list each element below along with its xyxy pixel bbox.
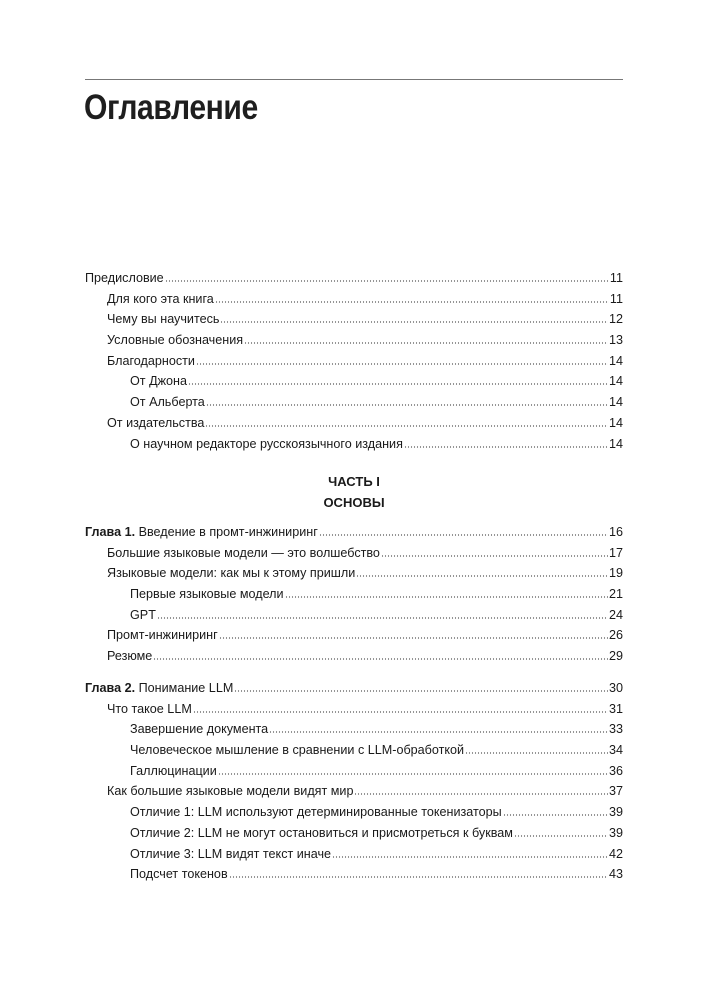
toc-entry[interactable] xyxy=(85,781,623,802)
page-number: 42 xyxy=(608,846,623,861)
entry-title: Отличие 3: LLM видят текст иначе xyxy=(130,846,332,861)
entry-title: Благодарности xyxy=(107,353,195,368)
page-number: 16 xyxy=(608,525,623,539)
toc-entry[interactable] xyxy=(85,864,623,885)
page-number: 29 xyxy=(608,649,623,664)
entry-title: Человеческое мышление в сравнении с LLM-обработкой xyxy=(130,743,465,758)
page-number: 11 xyxy=(609,291,623,306)
entry-title: Подсчет токенов xyxy=(130,867,228,882)
toc-entry[interactable] xyxy=(85,699,623,720)
toc-entry[interactable] xyxy=(85,625,623,646)
page-number: 17 xyxy=(608,545,623,560)
page-number: 36 xyxy=(608,763,623,778)
entry-title: Языковые модели: как мы к этому пришли xyxy=(107,566,356,581)
toc-entry[interactable] xyxy=(85,844,623,865)
page-number: 11 xyxy=(609,271,623,285)
entry-title: Условные обозначения xyxy=(107,333,244,348)
toc-entry[interactable] xyxy=(85,719,623,740)
toc-entry[interactable] xyxy=(85,823,623,844)
page-number: 34 xyxy=(608,743,623,758)
page-number: 14 xyxy=(608,374,623,389)
page-number: 14 xyxy=(608,436,623,451)
dot-leader xyxy=(206,404,608,406)
entry-title: Как большие языковые модели видят мир xyxy=(107,784,354,799)
toc-entry[interactable] xyxy=(85,309,623,330)
chapter-label: Глава 1. xyxy=(85,525,136,539)
entry-title: Первые языковые модели xyxy=(130,587,284,602)
toc-entry[interactable] xyxy=(85,434,623,455)
entry-title: От Альберта xyxy=(130,395,205,410)
entry-title: Чему вы научитесь xyxy=(107,312,220,327)
entry-title: Что такое LLM xyxy=(107,701,192,716)
dot-leader xyxy=(218,773,608,775)
page-number: 33 xyxy=(608,722,623,737)
toc-entry[interactable] xyxy=(85,543,623,564)
page-number: 13 xyxy=(608,333,623,348)
dot-leader xyxy=(157,617,608,619)
page-number: 14 xyxy=(608,353,623,368)
dot-leader xyxy=(332,856,608,858)
page-number: 43 xyxy=(608,867,623,882)
toc-entry-chapter[interactable] xyxy=(85,678,623,699)
dot-leader xyxy=(244,342,608,344)
dot-leader xyxy=(354,793,608,795)
toc-entry-chapter[interactable] xyxy=(85,522,623,543)
toc-entry[interactable] xyxy=(85,330,623,351)
dot-leader xyxy=(188,383,608,385)
page-title: Оглавление xyxy=(84,88,258,127)
dot-leader xyxy=(465,752,608,754)
toc-entry[interactable] xyxy=(85,413,623,434)
page-number: 12 xyxy=(608,312,623,327)
page-number: 24 xyxy=(608,607,623,622)
toc-entry[interactable] xyxy=(85,371,623,392)
chapter-title: Понимание LLM xyxy=(138,681,234,695)
page-number: 21 xyxy=(608,587,623,602)
dot-leader xyxy=(404,446,608,448)
header-rule xyxy=(85,79,623,80)
entry-title: От издательства xyxy=(107,415,205,430)
dot-leader xyxy=(220,321,608,323)
page-number: 39 xyxy=(608,805,623,820)
toc-entry[interactable] xyxy=(85,584,623,605)
dot-leader xyxy=(285,596,608,598)
entry-title: От Джона xyxy=(130,374,187,389)
page-number: 39 xyxy=(608,825,623,840)
entry-title: Промт-инжиниринг xyxy=(107,628,218,643)
entry-title: О научном редакторе русскоязычного издания xyxy=(130,436,403,451)
page-number: 31 xyxy=(608,701,623,716)
dot-leader xyxy=(269,731,608,733)
page-number: 30 xyxy=(608,681,623,695)
toc-entry[interactable] xyxy=(85,740,623,761)
toc-chapter-1 xyxy=(85,522,623,667)
entry-title: GPT xyxy=(130,607,156,622)
toc-entry[interactable] xyxy=(85,268,623,289)
page-number: 14 xyxy=(608,415,623,430)
page-number: 37 xyxy=(608,784,623,799)
page-number: 14 xyxy=(608,395,623,410)
part-name: ОСНОВЫ xyxy=(323,494,385,510)
toc-chapter-2 xyxy=(85,678,623,885)
entry-title: Предисловие xyxy=(85,271,164,285)
page-number: 26 xyxy=(608,628,623,643)
dot-leader xyxy=(234,690,608,692)
entry-title: Для кого эта книга xyxy=(107,291,214,306)
dot-leader xyxy=(196,363,608,365)
dot-leader xyxy=(503,814,608,816)
dot-leader xyxy=(205,425,608,427)
dot-leader xyxy=(219,637,608,639)
chapter-title: Введение в промт-инжиниринг xyxy=(138,525,318,539)
toc-entry[interactable] xyxy=(85,392,623,413)
toc-entry[interactable] xyxy=(85,761,623,782)
toc-entry[interactable] xyxy=(85,646,623,667)
toc-entry[interactable] xyxy=(85,351,623,372)
entry-title: Резюме xyxy=(107,649,153,664)
dot-leader xyxy=(319,534,608,536)
dot-leader xyxy=(356,575,608,577)
toc-front-matter xyxy=(85,268,623,454)
part-heading xyxy=(85,472,623,513)
part-number: ЧАСТЬ I xyxy=(328,474,380,489)
entry-title: Отличие 1: LLM используют детерминированные токенизаторы xyxy=(130,805,502,820)
entry-title: Галлюцинации xyxy=(130,763,217,778)
chapter-label: Глава 2. xyxy=(85,681,136,695)
page-number: 19 xyxy=(608,566,623,581)
toc-entry[interactable] xyxy=(85,563,623,584)
dot-leader xyxy=(514,835,608,837)
toc-entry[interactable] xyxy=(85,605,623,626)
dot-leader xyxy=(165,280,609,282)
dot-leader xyxy=(215,301,609,303)
toc-entry[interactable] xyxy=(85,289,623,310)
dot-leader xyxy=(381,555,608,557)
entry-title: Большие языковые модели — это волшебство xyxy=(107,545,380,560)
dot-leader xyxy=(193,711,608,713)
entry-title: Отличие 2: LLM не могут остановиться и присмотреться к буквам xyxy=(130,825,513,840)
dot-leader xyxy=(153,658,608,660)
entry-title: Завершение документа xyxy=(130,722,269,737)
toc-entry[interactable] xyxy=(85,802,623,823)
dot-leader xyxy=(229,876,608,878)
